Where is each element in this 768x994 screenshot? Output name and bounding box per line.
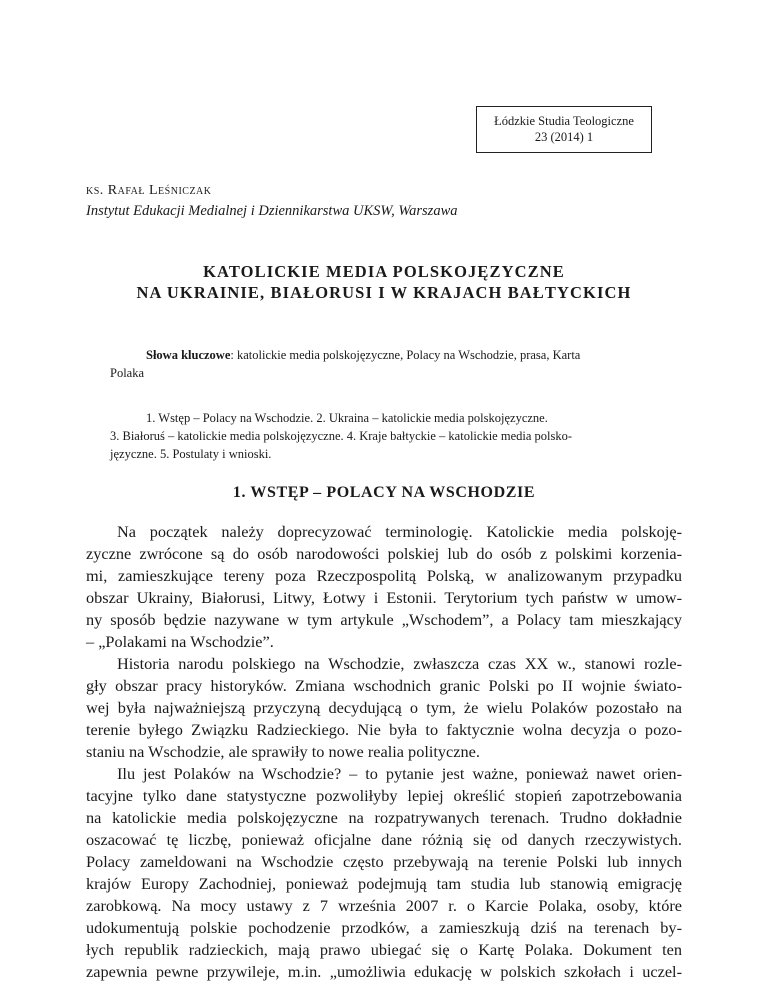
journal-issue: 23 (2014) 1 <box>534 130 594 144</box>
body-text <box>86 521 682 983</box>
journal-info-box <box>476 106 652 153</box>
keywords-text-1: : katolickie media polskojęzyczne, Polacy na Wschodzie, prasa, Karta <box>230 348 581 362</box>
paragraph-line: zapewnia pewne przywileje, m.in. „umożliwia edukację w polskich szkołach i uczel- <box>86 962 682 981</box>
paragraph-line: łych republik radzieckich, mają prawo ubiegać się o Kartę Polaka. Dokument ten <box>86 940 682 959</box>
paragraph-line: udokumentują polskie pochodzenie przodków, a zamieszkują dziś na terenach by- <box>86 918 682 937</box>
title-line-2: NA UKRAINIE, BIAŁORUSI I W KRAJACH BAŁTYCKICH <box>136 283 632 302</box>
title-line-1: KATOLICKIE MEDIA POLSKOJĘZYCZNE <box>203 262 565 281</box>
paragraph-line: Polacy zameldowani na Wschodzie często przebywają na terenie Polski lub innych <box>86 852 682 871</box>
author-affiliation: Instytut Edukacji Medialnej i Dziennikarstwa UKSW, Warszawa <box>86 203 458 219</box>
paragraph-line: Historia narodu polskiego na Wschodzie, zwłaszcza czas XX w., stanowi rozle- <box>117 654 682 673</box>
paragraph-line: terenie byłego Związku Radzieckiego. Nie była to faktycznie wolna decyzja o pozo- <box>86 720 682 739</box>
paragraph-line: zarobkową. Na mocy ustawy z 7 września 2007 r. o Karcie Polaka, osoby, które <box>86 896 682 915</box>
paragraph-line: staniu na Wschodzie, ale sprawiły to nowe realia polityczne. <box>86 742 480 761</box>
paragraph-line: oszacować tę liczbę, ponieważ oficjalne dane różnią się od danych rzeczywistych. <box>86 830 682 849</box>
toc-line-2: 3. Białoruś – katolickie media polskojęzyczne. 4. Kraje bałtyckie – katolickie media polsko- <box>110 429 573 443</box>
paragraph-line: Na początek należy doprecyzować terminologię. Katolickie media polskoję- <box>117 522 682 541</box>
paragraph-line: gły obszar pracy historyków. Zmiana wschodnich granic Polski po II wojnie świato- <box>86 676 682 695</box>
author-name: Rafał Leśniczak <box>107 183 212 198</box>
paragraph-line: Ilu jest Polaków na Wschodzie? – to pytanie jest ważne, ponieważ nawet orien- <box>117 764 682 783</box>
paragraph-line: obszar Ukrainy, Białorusi, Litwy, Łotwy i Estonii. Terytorium tych państw w umow- <box>86 588 682 607</box>
paragraph-line: – „Polakami na Wschodzie”. <box>86 632 274 651</box>
paragraph-line: wej była najważniejszą przyczyną decydującą o tym, że wielu Polaków pozostało na <box>86 698 682 717</box>
keywords-line-2: Polaka <box>110 366 145 380</box>
keywords-block <box>110 346 682 382</box>
author-line <box>86 183 212 199</box>
toc-line-3: języczne. 5. Postulaty i wnioski. <box>110 447 272 461</box>
paragraph-line: na katolickie media polskojęzyczne na rozpatrywanych terenach. Trudno dokładnie <box>86 808 682 827</box>
paragraph-line: tacyjne tylko dane statystyczne pozwoliłyby lepiej określić stopień zapotrzebowania <box>86 786 682 805</box>
author-prefix: ks. <box>86 183 104 198</box>
paragraph-line: krajów Europy Zachodniej, ponieważ podejmują tam studia lub stanowią emigrację <box>86 874 682 893</box>
toc-line-1: 1. Wstęp – Polacy na Wschodzie. 2. Ukraina – katolickie media polskojęzyczne. <box>146 411 548 425</box>
keywords-line-1 <box>110 346 682 364</box>
keywords-label: Słowa kluczowe <box>146 348 231 362</box>
paragraph-line: ny sposób będzie nazywane w tym artykule „Wschodem”, a Polacy tam mieszkający <box>86 610 682 629</box>
table-of-contents <box>110 409 682 463</box>
paragraph-line: zyczne zwrócone są do osób narodowości polskiej lub do osób z polskimi korzenia- <box>86 544 682 563</box>
section-heading: 1. WSTĘP – POLACY NA WSCHODZIE <box>232 484 536 501</box>
journal-name: Łódzkie Studia Teologiczne <box>494 114 634 128</box>
article-title <box>86 261 682 303</box>
paragraph-line: mi, zamieszkujące tereny poza Rzeczpospolitą Polską, w analizowanym przypadku <box>86 566 682 585</box>
